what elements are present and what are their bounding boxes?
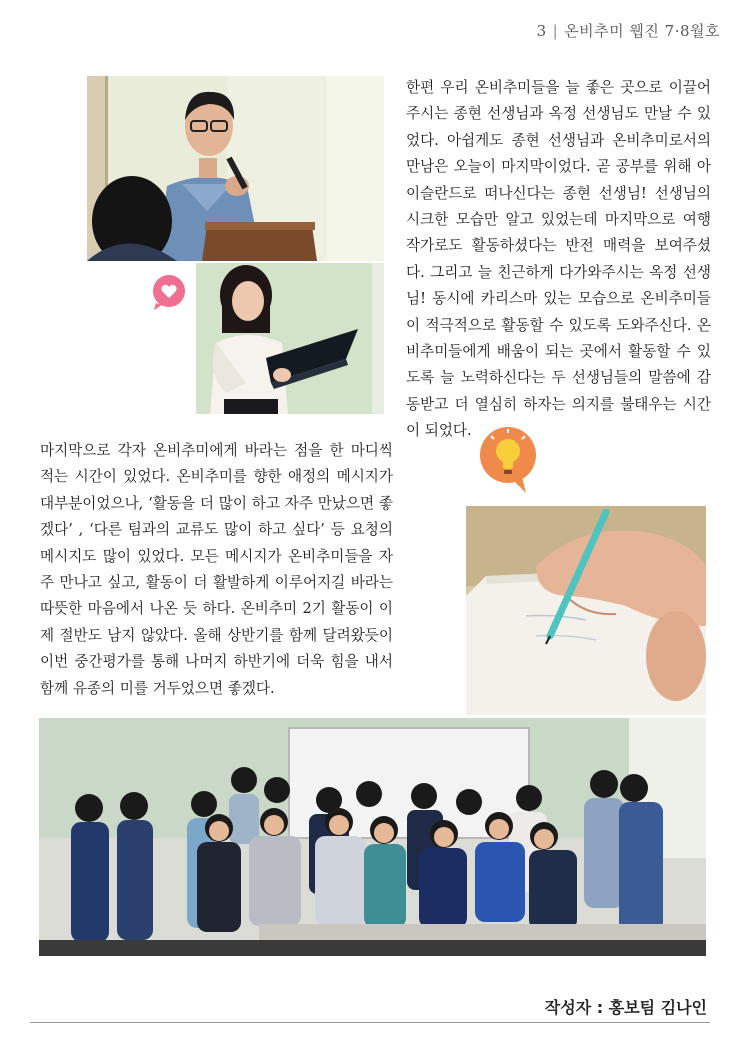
- footer-divider: [30, 1022, 710, 1023]
- paragraph-teachers: 한편 우리 온비추미들을 늘 좋은 곳으로 이끌어주시는 종현 선생님과 옥정 선생님도 만날 수 있었다. 아쉽게도 종현 선생님과 온비추미로서의 만남은 오늘이 마지막이었다. 곧 공부를 위해 아이슬란드로 떠나신다는 종현 선생님! 선생님의 시크한 모습만 알고 있었는데 마지막으로 여행 작가로도 활동하셨다는 반전 매력을 보여주셨다. 그리고 늘 친근하게 다가와주시는 옥정 선생님! 동시에 카리스마 있는 모습으로 온비추미들이 적극적으로 활동할 수 있도록 도와주신다. 온비추미들에게 배움이 되는 곳에서 활동할 수 있도록 늘 노력하신다는 두 선생님들의 말씀에 감동받고 더 열심히 하자는 의지를 불태우는 시간이 되었다.: [406, 79, 711, 440]
- speaker-photo: [87, 76, 384, 261]
- reader-photo: [196, 263, 384, 414]
- page-header: [537, 20, 720, 41]
- heart-bubble-icon: [150, 273, 188, 311]
- paragraph-messages: 마지막으로 각자 온비추미에게 바라는 점을 한 마디씩 적는 시간이 있었다. 온비추미를 향한 애정의 메시지가 대부분이었으나, ‘활동을 더 많이 하고 자주 만났으면 좋겠다’ , ‘다른 팀과의 교류도 많이 하고 싶다’ 등 요청의 메시지도 많이 있었다. 모든 메시지가 온비추미들을 자주 만나고 싶고, 활동이 더 활발하게 이루어지길 바라는 따뜻한 마음에서 나온 듯 하다. 온비추미 2기 활동이 이제 절반도 남지 않았다. 올해 상반기를 함께 달려왔듯이 이번 중간평가를 통해 나머지 하반기에 더욱 힘을 내서 함께 유종의 미를 거두었으면 좋겠다.: [40, 442, 393, 697]
- writing-hand-photo: [466, 506, 706, 715]
- magazine-title: 온비추미 웹진 7·8월호: [564, 22, 720, 40]
- header-separator: |: [552, 22, 559, 40]
- lightbulb-bubble-icon: [478, 425, 538, 495]
- group-photo: [39, 718, 706, 956]
- page-number: 3: [536, 22, 547, 40]
- author-credit: 작성자 : 홍보팀 김나인: [544, 998, 707, 1017]
